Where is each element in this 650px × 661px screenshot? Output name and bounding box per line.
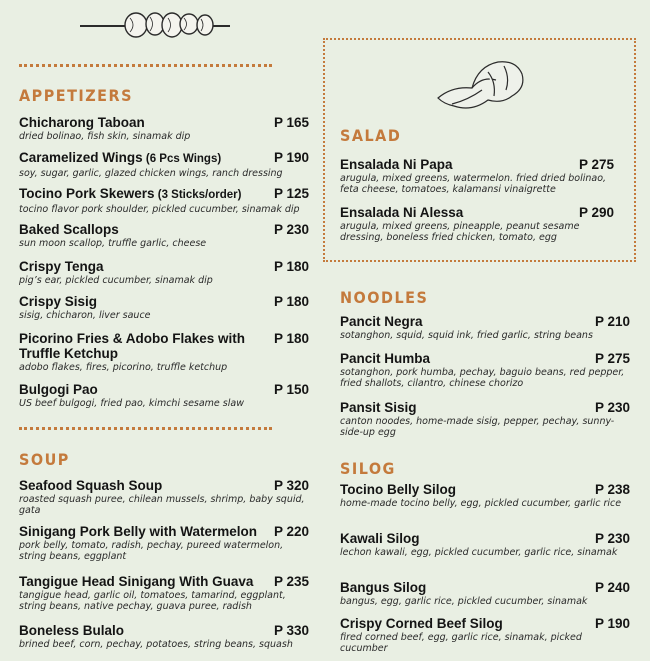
menu-item [19,382,309,409]
item-name-text: Crispy Corned Beef Silog [340,616,503,631]
item-description: pork belly, tomato, radish, pechay, pureed watermelon, string beans, eggplant [19,540,284,562]
item-name [340,482,580,497]
item-description: pig’s ear, pickled cucumber, sinamak dip [19,275,213,286]
item-description: tangigue head, garlic oil, tomatoes, tamarind, eggplant, string beans, native pechay, guava puree, radish [19,590,286,612]
item-price: P 235 [273,574,309,589]
item-name-text: Tangigue Head Sinigang With Guava [19,574,254,589]
menu-item [340,531,630,558]
item-name [19,478,274,493]
menu-item [19,222,309,249]
item-price: P 165 [273,115,309,130]
item-name-text: Seafood Squash Soup [19,478,163,493]
item-name [19,186,259,203]
item-description: arugula, mixed greens, watermelon. fried dried bolinao, feta cheese, tomatoes, kalamansi vinaigrette [340,173,607,195]
item-name [19,574,274,589]
divider-top [19,64,272,67]
item-name-text: Pancit Negra [340,314,423,329]
item-price: P 330 [273,623,309,638]
item-description: tocino flavor pork shoulder, pickled cucumber, sinamak dip [19,204,300,215]
menu-item [340,157,614,195]
item-description: brined beef, corn, pechay, potatoes, string beans, squash [19,639,293,650]
item-price: P 220 [273,524,309,539]
menu-item [340,205,614,243]
item-name-text: Baked Scallops [19,222,119,237]
item-name [340,157,565,172]
item-name-text: Boneless Bulalo [19,623,125,638]
section-title-soup: SOUP [19,450,70,469]
item-name-text: Bulgogi Pao [19,382,98,397]
item-description: sotanghon, squid, squid ink, fried garlic, string beans [340,330,593,341]
item-description: soy, sugar, garlic, glazed chicken wings, ranch dressing [19,168,283,179]
item-name [19,150,259,167]
item-price: P 230 [273,222,309,237]
item-price: P 290 [578,205,614,220]
item-name-text: Bangus Silog [340,580,427,595]
item-price: P 150 [273,382,309,397]
item-name-text: Chicharong Taboan [19,115,145,130]
item-description: sotanghon, pork humba, pechay, baguio beans, red pepper, fried shallots, cilantro, chinese chorizo [340,367,625,389]
item-description: arugula, mixed greens, pineapple, peanut sesame dressing, boneless fried chicken, tomato, egg [340,221,580,243]
item-price: P 190 [273,150,309,165]
item-name-text: Ensalada Ni Papa [340,157,453,172]
item-name [340,531,580,546]
item-name [19,623,274,638]
menu-item [19,259,309,286]
item-description: canton noodes, home-made sisig, pepper, pechay, sunny-side-up egg [340,416,615,438]
item-description: sisig, chicharon, liver sauce [19,310,151,321]
item-name-text: Sinigang Pork Belly with Watermelon [19,524,258,539]
item-name-text: Caramelized Wings [19,150,143,165]
item-name [340,205,565,220]
skewer-icon [80,8,232,44]
item-name-text: Ensalada Ni Alessa [340,205,464,220]
menu-item [340,482,630,509]
item-price: P 180 [273,294,309,309]
menu-item [19,623,309,650]
menu-item [19,574,309,612]
item-name-text: Pancit Humba [340,351,431,366]
item-price: P 180 [273,331,309,346]
item-description: adobo flakes, fires, picorino, truffle ketchup [19,362,228,373]
menu-item [340,616,630,654]
item-name-text: Picorino Fries & Adobo Flakes with Truffle Ketchup [19,331,246,361]
item-name [340,351,580,366]
item-price: P 238 [594,482,630,497]
menu-item [340,314,630,341]
item-description: dried bolinao, fish skin, sinamak dip [19,131,191,142]
item-name-text: Tocino Pork Skewers [19,186,155,201]
item-price: P 190 [594,616,630,631]
item-name [19,115,259,130]
section-title-noodles: NOODLES [340,288,429,307]
item-portion: (3 Sticks/order) [154,189,242,201]
item-name [340,616,580,631]
item-name-text: Kawali Silog [340,531,420,546]
menu-item [19,478,309,516]
item-price: P 230 [594,531,630,546]
item-description: lechon kawali, egg, pickled cucumber, garlic rice, sinamak [340,547,618,558]
item-name [19,382,259,397]
item-price: P 180 [273,259,309,274]
section-title-salad: SALAD [340,126,402,145]
menu-item [340,400,630,438]
item-description: US beef bulgogi, fried pao, kimchi sesame slaw [19,398,244,409]
menu-item [19,524,309,562]
item-price: P 230 [594,400,630,415]
item-price: P 125 [273,186,309,201]
item-name-text: Tocino Belly Silog [340,482,457,497]
item-name [340,580,580,595]
item-description: sun moon scallop, truffle garlic, cheese [19,238,207,249]
item-name [19,294,259,309]
item-price: P 275 [578,157,614,172]
section-title-appetizers: APPETIZERS [19,86,133,105]
item-price: P 210 [594,314,630,329]
lettuce-icon [432,52,528,114]
item-description: bangus, egg, garlic rice, pickled cucumber, sinamak [340,596,588,607]
item-price: P 275 [594,351,630,366]
item-name [19,524,274,539]
menu-item [340,580,630,607]
divider-middle [19,427,272,430]
item-name [19,331,259,361]
menu-item [19,186,309,215]
item-name-text: Crispy Sisig [19,294,98,309]
menu-item [340,351,630,389]
item-portion: (6 Pcs Wings) [142,153,222,165]
item-description: home-made tocino belly, egg, pickled cucumber, garlic rice [340,498,622,509]
item-name [340,314,580,329]
menu-item [19,294,309,321]
item-name [19,222,259,237]
item-description: roasted squash puree, chilean mussels, shrimp, baby squid, gata [19,494,305,516]
item-price: P 240 [594,580,630,595]
item-name [340,400,580,415]
item-name [19,259,259,274]
menu-item [19,115,309,142]
item-description: fired corned beef, egg, garlic rice, sinamak, picked cucumber [340,632,582,654]
item-price: P 320 [273,478,309,493]
item-name-text: Crispy Tenga [19,259,104,274]
section-title-silog: SILOG [340,459,396,478]
menu-item [19,150,309,179]
item-name-text: Pansit Sisig [340,400,417,415]
menu-item [19,331,309,373]
